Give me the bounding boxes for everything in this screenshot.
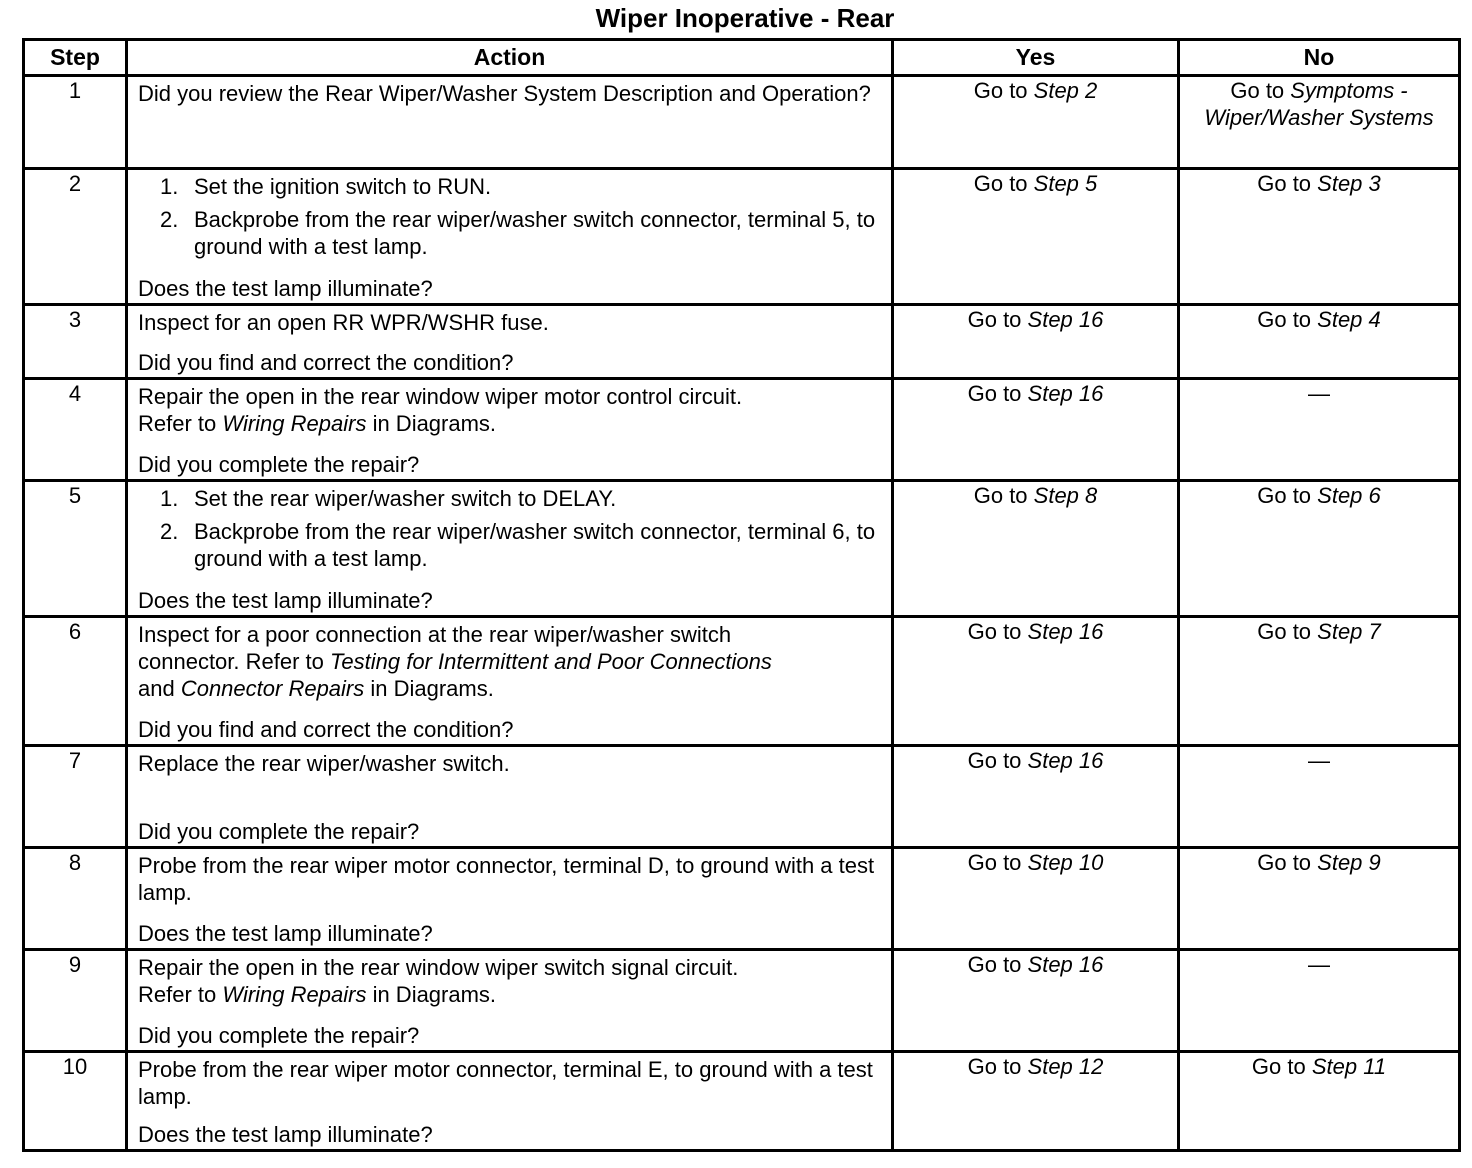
- list-text: Set the ignition switch to RUN.: [194, 174, 492, 199]
- yes-prefix: Go to: [967, 1054, 1028, 1079]
- table-row: [24, 76, 1460, 169]
- table-row: [24, 848, 1460, 950]
- yes-target: Step 16: [1027, 307, 1104, 332]
- list-number: 2.: [160, 519, 179, 544]
- list-text: Backprobe from the rear wiper/washer switch connector, terminal 5, to ground with a test lamp.: [194, 207, 876, 259]
- action-text: Did you review the Rear Wiper/Washer System Description and Operation?: [138, 81, 871, 106]
- no-cell: [1179, 481, 1460, 617]
- action-refer: [138, 410, 881, 437]
- list-item: [138, 485, 881, 512]
- yes-cell: [893, 481, 1179, 617]
- yes-cell: [893, 746, 1179, 848]
- yes-prefix: Go to: [967, 307, 1028, 332]
- action-refer: [138, 648, 881, 675]
- no-target: Step 7: [1317, 619, 1381, 644]
- table-row: [24, 1052, 1460, 1151]
- list-item: [138, 173, 881, 200]
- action-question: Did you find and correct the condition?: [138, 350, 514, 375]
- action-cell: [127, 848, 893, 950]
- action-text: Probe from the rear wiper motor connector, terminal E, to ground with a test lamp.: [138, 1057, 873, 1109]
- list-text: Backprobe from the rear wiper/washer switch connector, terminal 6, to ground with a test lamp.: [194, 519, 876, 571]
- action-cell: [127, 76, 893, 169]
- table-row: [24, 950, 1460, 1052]
- yes-cell: [893, 848, 1179, 950]
- refer-link: Wiring Repairs: [222, 411, 367, 436]
- no-prefix: Go to: [1257, 307, 1318, 332]
- refer-suffix: in Diagrams.: [366, 411, 497, 436]
- action-text: Repair the open in the rear window wiper motor control circuit.: [138, 384, 743, 409]
- action-question: Did you complete the repair?: [138, 452, 420, 477]
- list-number: 1.: [160, 486, 179, 511]
- header-yes: Yes: [893, 40, 1179, 76]
- yes-target: Step 2: [1033, 78, 1098, 103]
- no-cell: [1179, 617, 1460, 746]
- table-row: [24, 481, 1460, 617]
- action-question: Did you complete the repair?: [138, 1023, 420, 1048]
- table-row: [24, 379, 1460, 481]
- step-number: 2: [24, 169, 127, 305]
- no-prefix: Go to: [1257, 171, 1318, 196]
- no-target: Step 3: [1317, 171, 1381, 196]
- no-prefix: Go to: [1257, 850, 1318, 875]
- action-cell: [127, 617, 893, 746]
- no-target: Step 6: [1317, 483, 1381, 508]
- yes-cell: [893, 950, 1179, 1052]
- yes-cell: [893, 617, 1179, 746]
- yes-prefix: Go to: [973, 483, 1034, 508]
- step-number: 6: [24, 617, 127, 746]
- action-list: [138, 173, 881, 266]
- action-question: Does the test lamp illuminate?: [138, 921, 433, 946]
- no-cell: [1179, 305, 1460, 379]
- no-target: Step 9: [1317, 850, 1381, 875]
- list-item: [138, 206, 881, 260]
- refer-suffix: in Diagrams.: [366, 982, 497, 1007]
- action-cell: [127, 481, 893, 617]
- table-row: [24, 169, 1460, 305]
- action-question: Did you find and correct the condition?: [138, 717, 514, 742]
- step-number: 8: [24, 848, 127, 950]
- yes-prefix: Go to: [967, 952, 1028, 977]
- action-question: Does the test lamp illuminate?: [138, 588, 433, 613]
- no-target: Step 11: [1311, 1054, 1387, 1079]
- diagnostic-table: [22, 38, 1461, 1152]
- action-question: Does the test lamp illuminate?: [138, 1122, 433, 1147]
- step-number: 3: [24, 305, 127, 379]
- refer-link: Wiring Repairs: [222, 982, 367, 1007]
- header-row: [24, 40, 1460, 76]
- step-number: 5: [24, 481, 127, 617]
- step-number: 1: [24, 76, 127, 169]
- refer-suffix: in Diagrams.: [364, 676, 494, 701]
- action-text: Inspect for an open RR WPR/WSHR fuse.: [138, 310, 549, 335]
- action-text: Probe from the rear wiper motor connector, terminal D, to ground with a test lamp.: [138, 853, 875, 905]
- action-question: Did you complete the repair?: [138, 819, 420, 844]
- no-cell: —: [1179, 379, 1460, 481]
- table-row: [24, 617, 1460, 746]
- yes-prefix: Go to: [973, 78, 1034, 103]
- action-cell: [127, 1052, 893, 1151]
- yes-prefix: Go to: [967, 850, 1028, 875]
- refer-link: Connector Repairs: [180, 676, 365, 701]
- list-item: [138, 518, 881, 572]
- yes-prefix: Go to: [973, 171, 1034, 196]
- no-cell: [1179, 1052, 1460, 1151]
- action-cell: [127, 746, 893, 848]
- action-text: Replace the rear wiper/washer switch.: [138, 751, 510, 776]
- yes-cell: [893, 76, 1179, 169]
- action-text: Repair the open in the rear window wiper switch signal circuit.: [138, 955, 739, 980]
- yes-target: Step 12: [1027, 1054, 1104, 1079]
- refer-prefix: Refer to: [138, 982, 223, 1007]
- no-cell: —: [1179, 746, 1460, 848]
- no-prefix: Go to: [1251, 1054, 1312, 1079]
- yes-prefix: Go to: [967, 748, 1028, 773]
- action-cell: [127, 169, 893, 305]
- yes-cell: [893, 169, 1179, 305]
- yes-prefix: Go to: [967, 619, 1028, 644]
- yes-target: Step 16: [1027, 748, 1104, 773]
- no-cell: [1179, 76, 1460, 169]
- step-number: 7: [24, 746, 127, 848]
- action-question: Does the test lamp illuminate?: [138, 276, 433, 301]
- no-prefix: Go to: [1230, 78, 1291, 103]
- no-cell: —: [1179, 950, 1460, 1052]
- no-prefix: Go to: [1257, 483, 1318, 508]
- step-number: 9: [24, 950, 127, 1052]
- refer-link: Testing for Intermittent and Poor Connections: [330, 649, 772, 674]
- action-refer: [138, 981, 881, 1008]
- yes-target: Step 8: [1033, 483, 1098, 508]
- action-text: Inspect for a poor connection at the rear wiper/washer switch: [138, 622, 732, 647]
- table-row: [24, 746, 1460, 848]
- header-no: No: [1179, 40, 1460, 76]
- no-target: Symptoms - Wiper/Washer Systems: [1204, 78, 1434, 130]
- action-cell: [127, 305, 893, 379]
- action-cell: [127, 379, 893, 481]
- yes-target: Step 16: [1027, 952, 1104, 977]
- list-text: Set the rear wiper/washer switch to DELAY.: [194, 486, 617, 511]
- refer-prefix: connector. Refer to: [138, 649, 330, 674]
- no-prefix: Go to: [1257, 619, 1318, 644]
- yes-cell: [893, 379, 1179, 481]
- step-number: 10: [24, 1052, 127, 1151]
- yes-cell: [893, 1052, 1179, 1151]
- no-cell: [1179, 848, 1460, 950]
- table-row: [24, 305, 1460, 379]
- yes-prefix: Go to: [967, 381, 1028, 406]
- page-title: Wiper Inoperative - Rear: [595, 3, 895, 33]
- action-refer: [138, 675, 881, 702]
- list-number: 2.: [160, 207, 179, 232]
- action-list: [138, 485, 881, 578]
- list-number: 1.: [160, 174, 179, 199]
- step-number: 4: [24, 379, 127, 481]
- yes-cell: [893, 305, 1179, 379]
- yes-target: Step 5: [1033, 171, 1098, 196]
- no-cell: [1179, 169, 1460, 305]
- no-target: Step 4: [1317, 307, 1381, 332]
- header-action: Action: [127, 40, 893, 76]
- refer-prefix: and: [138, 676, 181, 701]
- yes-target: Step 10: [1027, 850, 1104, 875]
- yes-target: Step 16: [1027, 381, 1104, 406]
- refer-prefix: Refer to: [138, 411, 223, 436]
- action-cell: [127, 950, 893, 1052]
- header-step: Step: [24, 40, 127, 76]
- yes-target: Step 16: [1027, 619, 1104, 644]
